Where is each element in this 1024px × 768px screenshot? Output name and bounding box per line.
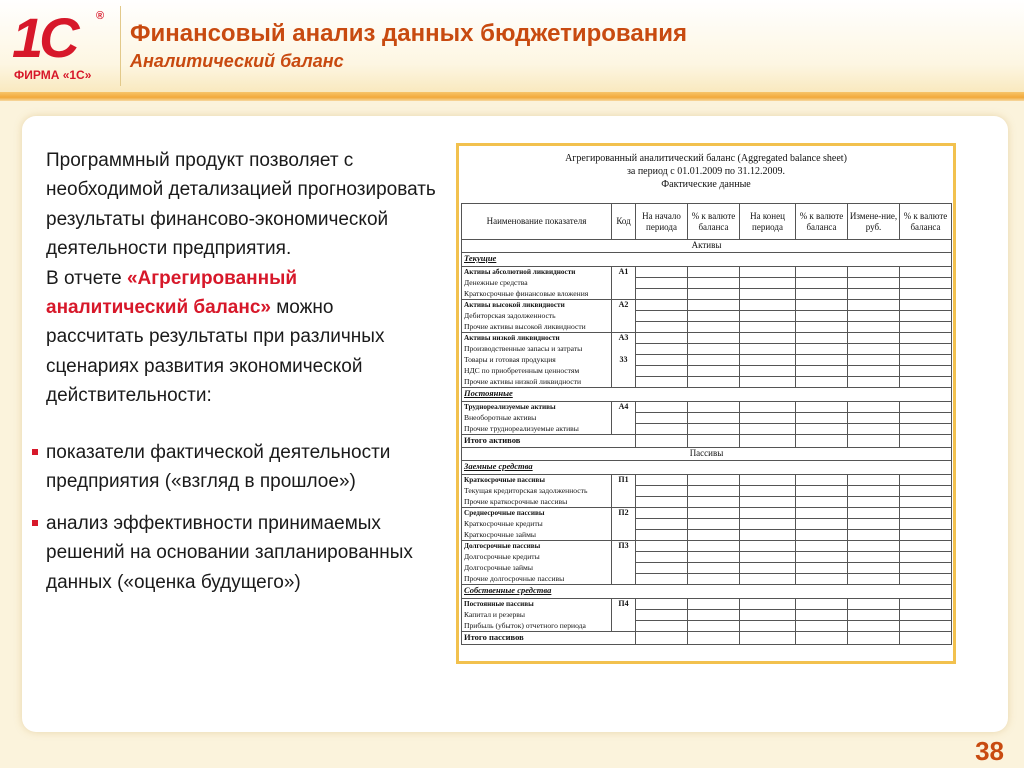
table-row (462, 519, 952, 530)
table-row (462, 344, 952, 355)
balance-report (456, 143, 956, 664)
slide-header (0, 0, 1024, 92)
item-name: Денежные средства (462, 278, 612, 289)
table-row (462, 278, 952, 289)
table-row (462, 289, 952, 300)
group-code: П4 (612, 599, 636, 610)
total-row (462, 435, 952, 448)
group-name: Активы низкой ликвидности (462, 333, 612, 344)
bullet-square-icon (32, 520, 38, 526)
table-row (462, 413, 952, 424)
group-name: Активы абсолютной ликвидности (462, 267, 612, 278)
table-row (462, 366, 952, 377)
table-row (462, 475, 952, 486)
section-label: Пассивы (462, 448, 952, 461)
column-header: Измене-ние, руб. (848, 204, 900, 240)
logo-caption: ФИРМА «1С» (14, 68, 92, 82)
table-row (462, 530, 952, 541)
item-code: 33 (612, 355, 636, 366)
group-name: Долгосрочные пассивы (462, 541, 612, 552)
subsection-label: Постоянные (462, 388, 952, 402)
header-divider (120, 6, 121, 86)
list-item (30, 438, 430, 497)
report-name-highlight: «Агрегированный аналитический баланс» (46, 267, 298, 319)
bullet-text: показатели фактической деятельности предприятия («взгляд в прошлое») (46, 442, 391, 493)
section-row (462, 448, 952, 461)
section-label: Активы (462, 240, 952, 253)
item-name: Прочие труднореализуемые активы (462, 424, 612, 435)
table-row (462, 402, 952, 413)
item-name: Дебиторская задолженность (462, 311, 612, 322)
item-name: Краткосрочные кредиты (462, 519, 612, 530)
table-row (462, 333, 952, 344)
total-row (462, 632, 952, 645)
group-name: Краткосрочные пассивы (462, 475, 612, 486)
intro-line-1: Программный продукт позволяет с необходимой детализацией прогнозировать результаты финансово-экономической деятельности предприятия. (46, 150, 436, 260)
total-label: Итого пассивов (462, 632, 636, 645)
subsection-label: Заемные средства (462, 461, 952, 475)
balance-table (461, 203, 952, 645)
item-name: Капитал и резервы (462, 610, 612, 621)
subsection-row (462, 388, 952, 402)
item-name: НДС по приобретенным ценностям (462, 366, 612, 377)
bullet-text: анализ эффективности принимаемых решений на основании запланированных данных («оценка будущего») (46, 512, 413, 593)
slide-number: 38 (975, 736, 1004, 766)
table-row (462, 300, 952, 311)
report-kind: Фактические данные (661, 179, 751, 190)
table-row (462, 552, 952, 563)
table-row (462, 599, 952, 610)
column-header: На начало периода (636, 204, 688, 240)
group-code: А2 (612, 300, 636, 311)
table-row (462, 563, 952, 574)
column-header: Код (612, 204, 636, 240)
logo-registered-mark: ® (96, 10, 105, 22)
subsection-row (462, 461, 952, 475)
group-name: Активы высокой ликвидности (462, 300, 612, 311)
item-name: Прочие долгосрочные пассивы (462, 574, 612, 585)
table-row (462, 610, 952, 621)
table-row (462, 355, 952, 366)
table-header-row (462, 204, 952, 240)
list-item (30, 509, 430, 597)
table-row (462, 311, 952, 322)
item-name: Прочие активы низкой ликвидности (462, 377, 612, 388)
table-row (462, 424, 952, 435)
item-name: Краткосрочные займы (462, 530, 612, 541)
report-title: Агрегированный аналитический баланс (Aggregated balance sheet) (565, 153, 847, 164)
page-title: Финансовый анализ данных бюджетирования (130, 20, 687, 47)
table-row (462, 508, 952, 519)
report-heading (459, 146, 953, 202)
table-row (462, 377, 952, 388)
item-name: Краткосрочные финансовые вложения (462, 289, 612, 300)
item-name: Долгосрочные кредиты (462, 552, 612, 563)
table-row (462, 486, 952, 497)
section-row (462, 240, 952, 253)
table-row (462, 267, 952, 278)
column-header: Наименование показателя (462, 204, 612, 240)
group-name: Среднесрочные пассивы (462, 508, 612, 519)
bullet-list (30, 438, 430, 609)
logo-mark: 1С (12, 6, 76, 69)
intro-text (46, 146, 436, 411)
intro-line-2-pre: В отчете (46, 267, 127, 289)
group-code: А1 (612, 267, 636, 278)
group-code: П1 (612, 475, 636, 486)
item-name: Внеоборотные активы (462, 413, 612, 424)
item-name: Долгосрочные займы (462, 563, 612, 574)
column-header: % к валюте баланса (900, 204, 952, 240)
item-name: Прочие краткосрочные пассивы (462, 497, 612, 508)
subsection-label: Текущие (462, 253, 952, 267)
table-row (462, 574, 952, 585)
table-row (462, 497, 952, 508)
table-row (462, 322, 952, 333)
intro-line-2-post: можно рассчитать результаты при различных сценариях развития экономической действительности: (46, 297, 385, 407)
total-label: Итого активов (462, 435, 636, 448)
subsection-label: Собственные средства (462, 585, 952, 599)
bullet-square-icon (32, 449, 38, 455)
page-subtitle: Аналитический баланс (130, 51, 344, 71)
column-header: % к валюте баланса (796, 204, 848, 240)
group-code: П3 (612, 541, 636, 552)
group-name: Постоянные пассивы (462, 599, 612, 610)
column-header: % к валюте баланса (688, 204, 740, 240)
item-name: Производственные запасы и затраты (462, 344, 612, 355)
column-header: На конец периода (740, 204, 796, 240)
group-code: А4 (612, 402, 636, 413)
group-name: Труднореализуемые активы (462, 402, 612, 413)
subsection-row (462, 253, 952, 267)
item-name: Текущая кредиторская задолженность (462, 486, 612, 497)
report-period: за период с 01.01.2009 по 31.12.2009. (626, 166, 786, 177)
company-logo (10, 8, 112, 84)
group-code: А3 (612, 333, 636, 344)
table-row (462, 621, 952, 632)
table-row (462, 541, 952, 552)
header-rule (0, 92, 1024, 101)
item-name: Прочие активы высокой ликвидности (462, 322, 612, 333)
subsection-row (462, 585, 952, 599)
group-code: П2 (612, 508, 636, 519)
item-name: Прибыль (убыток) отчетного периода (462, 621, 612, 632)
item-name: Товары и готовая продукция (462, 355, 612, 366)
